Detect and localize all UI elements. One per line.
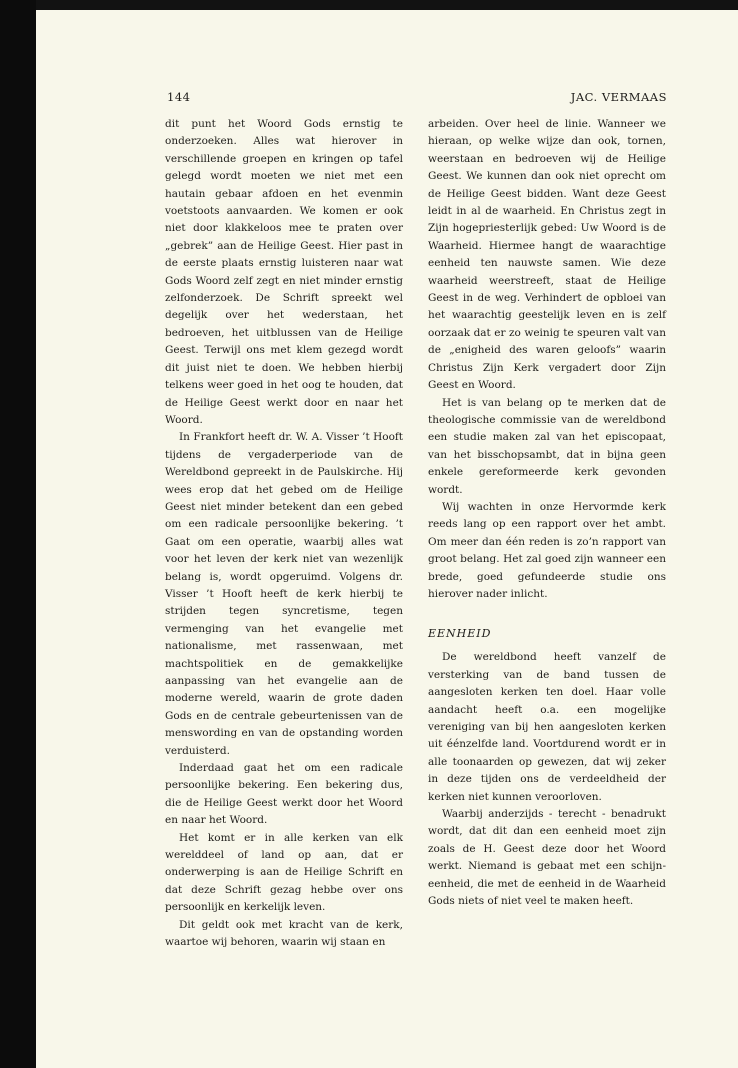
running-title: JAC. VERMAAS — [570, 90, 667, 104]
paragraph: De wereldbond heeft vanzelf de versterking van de band tussen de aangesloten kerken ten doel. Haar volle aandacht heeft o.a. een mogelijke vereniging van bij hen aangesloten kerken uit éénzelfde land. Voortdurend wordt er in alle toonaarden op gewezen, dat wij zeker in deze tijden ons de verdeeldheid der kerken niet kunnen veroorloven. — [428, 651, 666, 803]
section-heading: EENHEID — [428, 627, 492, 641]
paragraph: dit punt het Woord Gods ernstig te onderzoeken. Alles wat hierover in verschillende groepen en kringen op tafel gelegd wordt moeten we niet met een hautain gebaar afdoen en het evenmin voetstoots aanvaarden. We komen er ook niet door klakkeloos mee te praten over „gebrek” aan de Heilige Geest. Hier past in de eerste plaats ernstig luisteren naar wat Gods Woord zelf zegt en niet minder ernstig zelfonderzoek. De Schrift spreekt wel degelijk over het wederstaan, het bedroeven, het uitblussen van de Heilige Geest. Terwijl ons met klem gezegd wordt dit juist niet te doen. We hebben hierbij telkens weer goed in het oog te houden, dat de Heilige Geest werkt door en naar het Woord. — [165, 118, 403, 426]
paragraph: Waarbij anderzijds - terecht - benadrukt wordt, dat dit dan een eenheid moet zijn zoals de H. Geest deze door het Woord werkt. Niemand is gebaat met een schijn-eenheid, die met de eenheid in de Waarheid Gods niets of niet veel te maken heeft. — [428, 808, 666, 908]
right-column — [428, 116, 666, 910]
paragraph: Het komt er in alle kerken van elk werelddeel of land op aan, dat er onderwerping is aan de Heilige Schrift en dat deze Schrift gezag hebbe over ons persoonlijk en kerkelijk leven. — [165, 831, 403, 914]
paragraph: In Frankfort heeft dr. W. A. Visser ’t Hooft tijdens de vergaderperiode van de Wereldbond gepreekt in de Paulskirche. Hij wees erop dat het gebed om de Heilige Geest niet minder betekent dan een gebed om een radicale persoonlijke bekering. ’t Gaat om een operatie, waarbij alles wat voor het leven der kerk niet van wezenlijk belang is, wordt opgeruimd. Volgens dr. Visser ’t Hooft heeft de kerk hierbij te strijden tegen syncretisme, tegen vermenging van het evangelie met nationalisme, met rassenwaan, met machtspolitiek en de gemakkelijke aanpassing van het evangelie aan de moderne wereld, waarin de grote daden Gods en de centrale gebeurtenissen van de menswording en van de opstanding worden verduisterd. — [165, 431, 403, 757]
paragraph: Dit geldt ook met kracht van de kerk, waartoe wij behoren, waarin wij staan en — [165, 918, 403, 949]
left-column — [165, 116, 403, 952]
page-number: 144 — [167, 90, 191, 104]
scan-left-edge — [0, 0, 36, 1068]
paragraph: Wij wachten in onze Hervormde kerk reeds lang op een rapport over het ambt. Om meer dan één reden is zo’n rapport van groot belang. Het zal goed zijn wanneer een brede, goed gefundeerde studie ons hierover nader inlicht. — [428, 500, 666, 600]
paragraph: Inderdaad gaat het om een radicale persoonlijke bekering. Een bekering dus, die de Heilige Geest werkt door het Woord en naar het Woord. — [165, 762, 403, 827]
paragraph: arbeiden. Over heel de linie. Wanneer we hieraan, op welke wijze dan ook, tornen, weerstaan en bedroeven wij de Heilige Geest. We kunnen dan ook niet oprecht om de Heilige Geest bidden. Want deze Geest leidt in al de waarheid. En Christus zegt in Zijn hogepriesterlijk gebed: Uw Woord is de Waarheid. Hiermee hangt de waarachtige eenheid ten nauwste samen. Wie deze waarheid weerstreeft, staat de Heilige Geest in de weg. Verhindert de opbloei van het waarachtig geestelijk leven en is zelf oorzaak dat er zo weinig te speuren valt van de „enigheid des waren geloofs” waarin Christus Zijn Kerk vergadert door Zijn Geest en Woord. — [428, 118, 666, 392]
scan-top-edge — [0, 0, 738, 10]
paragraph: Het is van belang op te merken dat de theologische commissie van de wereldbond een studie maken zal van het episcopaat, van het bisschopsambt, dat in bijna geen enkele gereformeerde kerk gevonden wordt. — [428, 396, 666, 496]
